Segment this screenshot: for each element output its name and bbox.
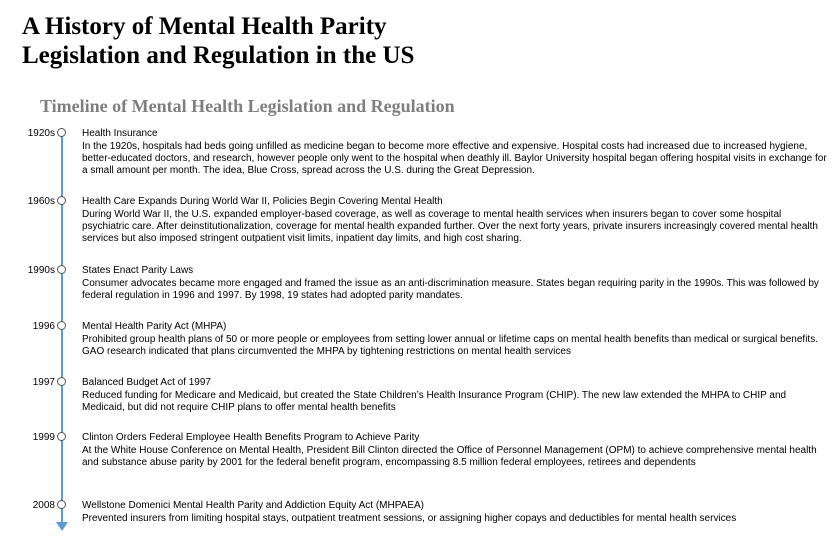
timeline-dot-icon xyxy=(57,265,66,274)
event-title: Mental Health Parity Act (MHPA) xyxy=(82,321,227,332)
timeline-dot-icon xyxy=(57,196,66,205)
timeline-dot-icon xyxy=(57,377,66,386)
event-description: At the White House Conference on Mental Health, President Bill Clinton directed the Office of Personnel Management (OPM) to achieve comprehensive mental health and substance abuse parity by 2001 for the federal benefit program, encompassing 8.5 million federal employees, retirees and dependents xyxy=(82,445,817,468)
event-title: States Enact Parity Laws xyxy=(82,265,194,276)
event-year: 1990s xyxy=(27,265,55,276)
event-title: Health Care Expands During World War II, Policies Begin Covering Mental Health xyxy=(82,196,443,207)
event-description: In the 1920s, hospitals had beds going unfilled as medicine began to become more effective and expensive. Hospital costs had increased due to increased hygiene, better-educated doctors, and research, however people only went to the hospital when deathly ill. Baylor University hospital began offering hospital visits in exchange for a small amount per month. The idea, Blue Cross, spread across the U.S. during the Great Depression. xyxy=(82,141,827,176)
event-title: Clinton Orders Federal Employee Health Benefits Program to Achieve Parity xyxy=(82,432,420,443)
event-description: Prevented insurers from limiting hospital stays, outpatient treatment sessions, or assigning higher copays and deductibles for mental health services xyxy=(82,513,737,524)
event-title: Wellstone Domenici Mental Health Parity and Addiction Equity Act (MHPAEA) xyxy=(82,500,425,511)
event-description: Prohibited group health plans of 50 or more people or employees from setting lower annual or lifetime caps on mental health benefits than medical or surgical benefits. GAO research indicated that plans circumvented the MHPA by tightening restrictions on mental health services xyxy=(82,334,818,357)
timeline-dot-icon xyxy=(57,321,66,330)
event-year: 1997 xyxy=(32,377,55,388)
timeline-arrow-icon xyxy=(56,522,68,531)
event-description: Consumer advocates became more engaged and framed the issue as an anti-discrimination measure. States began requiring parity in the 1990s. This was followed by federal regulation in 1996 and 1997. By 1998, 19 states had adopted parity mandates. xyxy=(82,278,819,301)
event-year: 2008 xyxy=(32,500,55,511)
timeline-dot-icon xyxy=(57,432,66,441)
page-title xyxy=(22,12,414,70)
timeline-dot-icon xyxy=(57,128,66,137)
event-year: 1960s xyxy=(27,196,55,207)
event-title: Health Insurance xyxy=(82,128,158,139)
event-description: Reduced funding for Medicare and Medicaid, but created the State Children’s Health Insurance Program (CHIP). The new law extended the MHPA to CHIP and Medicaid, but did not require CHIP plans to offer mental health benefits xyxy=(82,390,787,413)
title-line-1: A History of Mental Health Parity xyxy=(22,13,387,40)
title-line-2: Legislation and Regulation in the US xyxy=(22,42,415,69)
event-description: During World War II, the U.S. expanded employer-based coverage, as well as coverage to mental health services when insurers began to cover some hospital psychiatric care. After deinstitutionalization, coverage for mental health expanded further. Over the next forty years, private insurers increasingly covered mental health services but also imposed stringent outpatient visit limits, inpatient day limits, and high cost sharing. xyxy=(82,209,818,244)
event-year: 1999 xyxy=(32,432,55,443)
timeline-heading: Timeline of Mental Health Legislation and Regulation xyxy=(40,96,455,116)
event-title: Balanced Budget Act of 1997 xyxy=(82,377,211,388)
timeline-dot-icon xyxy=(57,500,66,509)
event-year: 1996 xyxy=(32,321,55,332)
event-year: 1920s xyxy=(27,128,55,139)
